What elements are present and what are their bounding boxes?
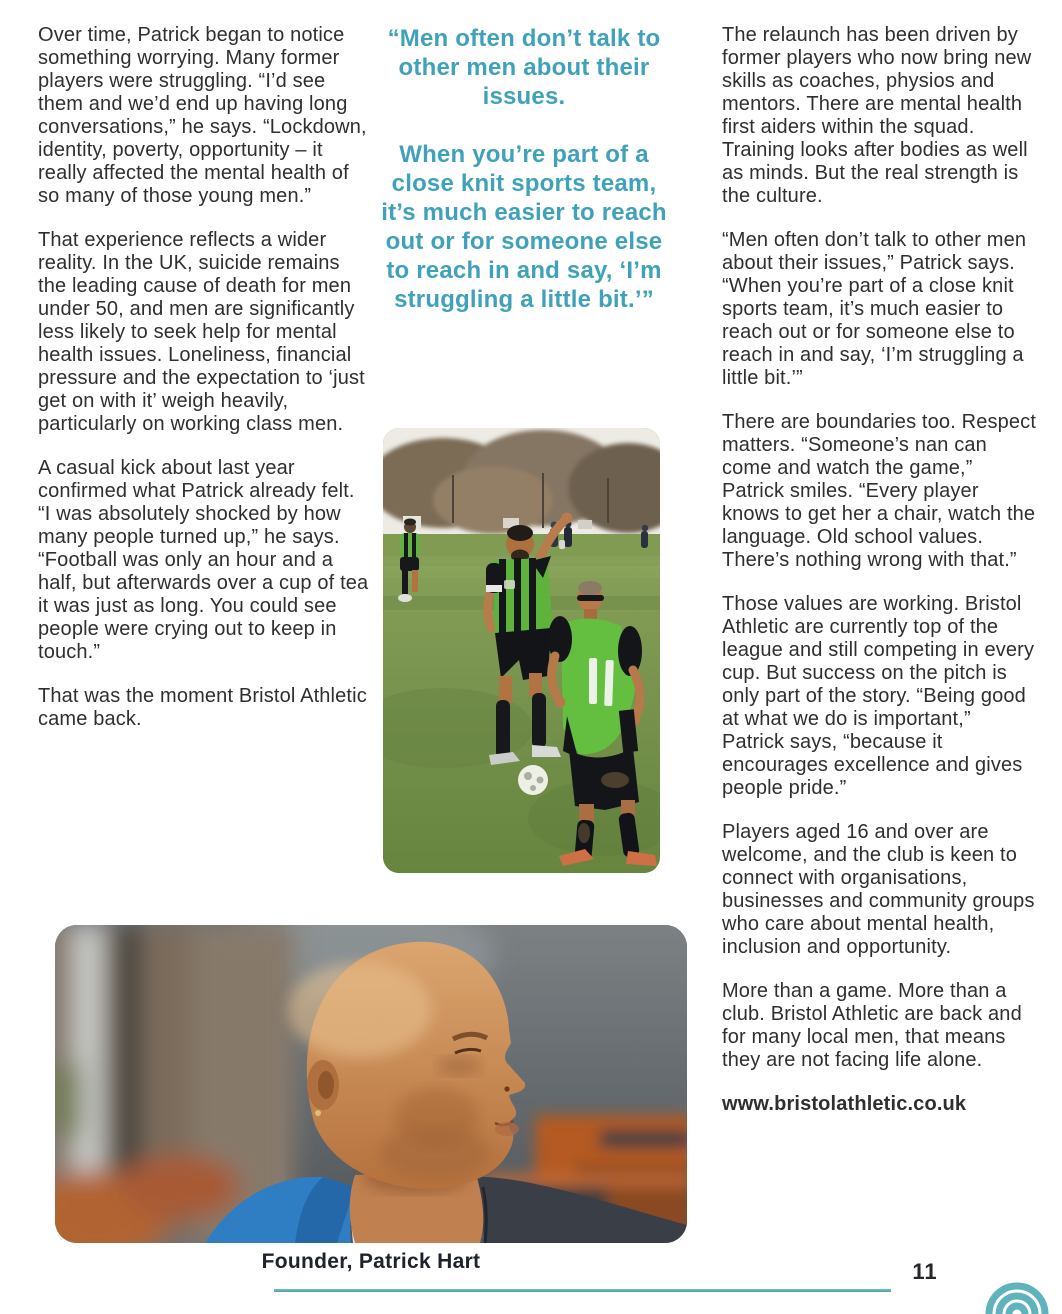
- pull-quote-block: “Men often don’t talk to other men about their issues.: [387, 25, 661, 110]
- arcs-logo-glyph: [984, 1262, 1051, 1314]
- body-paragraph: That was the moment Bristol Athletic came back.: [38, 685, 367, 730]
- pull-quote: [381, 24, 667, 343]
- portrait-illustration: [55, 925, 687, 1243]
- founder-portrait-photo: [55, 925, 687, 1243]
- portrait-caption: Founder, Patrick Hart: [261, 1250, 481, 1273]
- body-paragraph: “Men often don’t talk to other men about their issues,” Patrick says. “When you’re part of a close knit sports team, it’s much easier to reach out or for someone else to reach in and say, ‘I’m struggling a little bit.’”: [722, 229, 1027, 389]
- body-paragraph: Over time, Patrick began to notice something worrying. Many former players were struggling. “I’d see them and we’d end up having long conversations,” he says. “Lockdown, identity, poverty, opportunity – it really affected the mental health of so many of those young men.”: [38, 24, 367, 207]
- concentric-arcs-logo-icon: [984, 1262, 1051, 1314]
- pull-quote-block: When you’re part of a close knit sports team, it’s much easier to reach out or for someone else to reach in and say, ‘I’m struggling a little bit.’”: [381, 141, 667, 313]
- body-paragraph: That experience reflects a wider reality. In the UK, suicide remains the leading cause of death for men under 50, and men are significantly less likely to seek help for mental health issues. Loneliness, financial pressure and the expectation to ‘just get on with it’ weigh heavily, particularly on working class men.: [38, 229, 365, 435]
- football-match-photo: [383, 428, 660, 873]
- left-column: [38, 24, 372, 752]
- body-paragraph: There are boundaries too. Respect matters. “Someone’s nan can come and watch the game,” Patrick smiles. “Every player knows to get her a chair, watch the language. Old school values. There’s nothing wrong with that.”: [722, 411, 1037, 571]
- page-number: 11: [912, 1259, 938, 1284]
- body-paragraph: A casual kick about last year confirmed what Patrick already felt. “I was absolutely shocked by how many people turned up,” he says. “Football was only an hour and a half, but afterwards over a cup of tea it was just as long. You could see people were crying out to keep in touch.”: [38, 457, 369, 663]
- match-photo-illustration: [383, 428, 660, 873]
- website-link[interactable]: www.bristolathletic.co.uk: [722, 1093, 967, 1115]
- body-paragraph: Players aged 16 and over are welcome, and the club is keen to connect with organisations, businesses and community groups who care about mental health, inclusion and opportunity.: [722, 821, 1035, 958]
- body-paragraph: Those values are working. Bristol Athletic are currently top of the league and still competing in every cup. But success on the pitch is only part of the story. “Being good at what we do is important,” Patrick says, “because it encourages excellence and gives people pride.”: [722, 593, 1035, 799]
- right-column: [722, 24, 1038, 1137]
- footer-divider-line: [274, 1289, 891, 1292]
- body-paragraph: The relaunch has been driven by former players who now bring new skills as coaches, physios and mentors. There are mental health first aiders within the squad. Training looks after bodies as well as minds. But the real strength is the culture.: [722, 24, 1032, 207]
- body-paragraph: More than a game. More than a club. Bristol Athletic are back and for many local men, that means they are not facing life alone.: [722, 980, 1022, 1071]
